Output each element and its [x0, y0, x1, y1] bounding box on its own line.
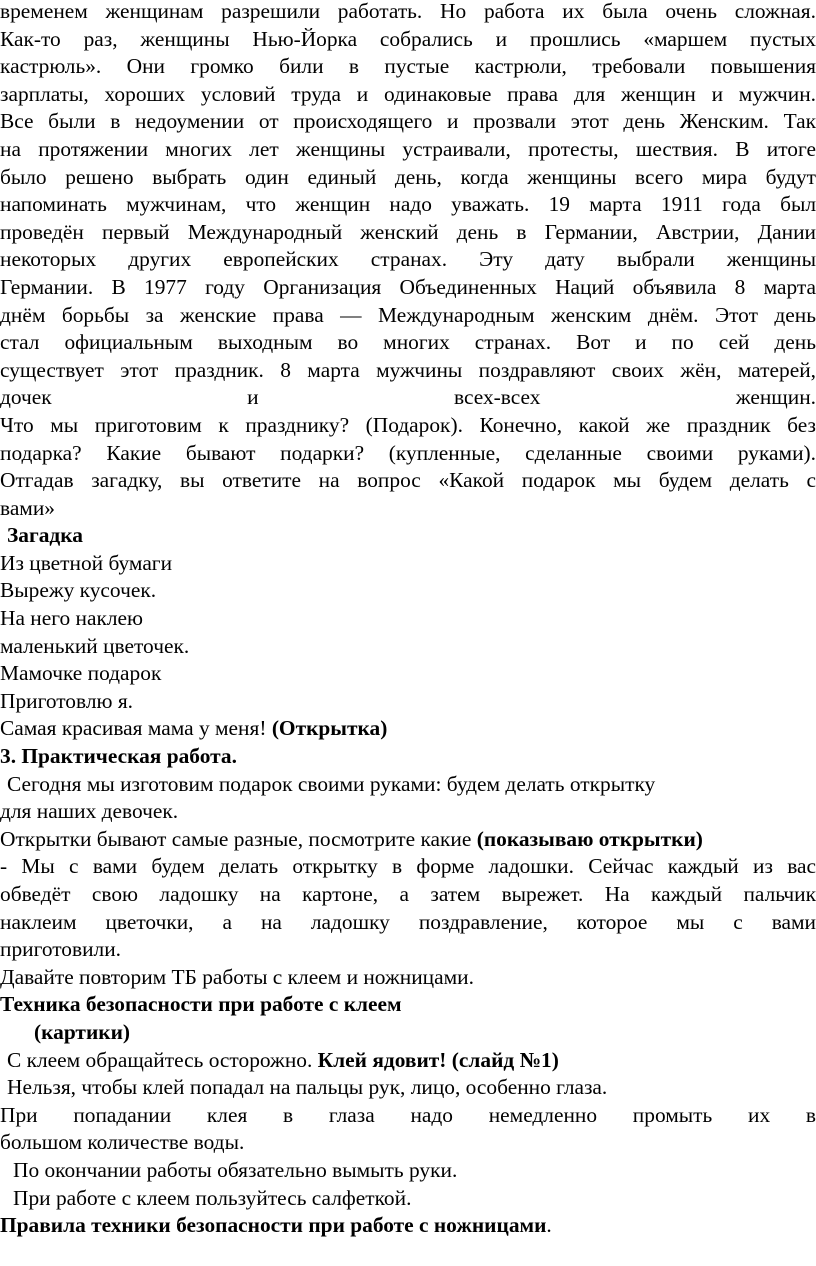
palm-line: наклеим цветочки, а на ладошку поздравление, которое мы с вами [0, 909, 816, 934]
history-line: кастрюль». Они громко били в пустые кастрюли, требовали повышения [0, 54, 816, 79]
riddle-line: Приготовлю я. [0, 688, 134, 713]
history-line: временем женщинам разрешили работать. Но работа их была очень сложная. [0, 0, 816, 23]
history-line: дочек и всех-всех женщин. [0, 385, 816, 410]
scissors-safety-heading: Правила техники безопасности при работе с ножницами. [0, 1213, 552, 1238]
glue-rule: С клеем обращайтесь осторожно. Клей ядовит! (слайд №1) [7, 1047, 559, 1072]
glue-rule: большом количестве воды. [0, 1130, 245, 1155]
question-line: Что мы приготовим к празднику? (Подарок). Конечно, какой же праздник без [0, 412, 816, 437]
history-line: было решено выбрать один единый день, когда женщины всего мира будут [0, 164, 816, 189]
history-line: существует этот праздник. 8 марта мужчины поздравляют своих жён, матерей, [0, 357, 816, 382]
section-heading: 3. Практическая работа. [0, 744, 237, 769]
history-line: Все были в недоумении от происходящего и прозвали этот день Женским. Так [0, 109, 816, 134]
glue-rule: При работе с клеем пользуйтесь салфеткой. [13, 1185, 412, 1210]
riddle-line: Вырежу кусочек. [0, 578, 157, 603]
question-line: подарка? Какие бывают подарки? (купленные, сделанные своими руками). [0, 440, 816, 465]
history-line: напоминать мужчинам, что женщин надо уважать. 19 марта 1911 года был [0, 192, 816, 217]
history-line: днём борьбы за женские права — Международным женским днём. Этот день [0, 302, 816, 327]
practical-intro: для наших девочек. [0, 799, 179, 824]
riddle-line: На него наклею [0, 606, 143, 631]
history-line: проведён первый Международный женский день в Германии, Австрии, Дании [0, 219, 816, 244]
palm-line: - Мы с вами будем делать открытку в форме ладошки. Сейчас каждый из вас [0, 854, 816, 879]
riddle-line: Из цветной бумаги [0, 550, 173, 575]
palm-line: приготовили. [0, 937, 122, 962]
history-line: стал официальным выходным во многих странах. Вот и по сей день [0, 330, 816, 355]
repeat-line: Давайте повторим ТБ работы с клеем и ножницами. [0, 964, 474, 989]
riddle-line: Мамочке подарок [0, 661, 162, 686]
history-line: Как-то раз, женщины Нью-Йорка собрались и прошлись «маршем пустых [0, 26, 816, 51]
question-line: вами» [0, 495, 55, 520]
history-line: зарплаты, хороших условий труда и одинаковые права для женщин и мужчин. [0, 81, 816, 106]
riddle-title: Загадка [7, 523, 83, 548]
practical-intro: Сегодня мы изготовим подарок своими руками: будем делать открытку [7, 771, 656, 796]
history-line: некоторых других европейских странах. Эту дату выбрали женщины [0, 247, 816, 272]
riddle-line: маленький цветочек. [0, 633, 190, 658]
glue-pictures-note: (картики) [34, 1019, 131, 1044]
history-line: Германии. В 1977 году Организация Объединенных Наций объявила 8 марта [0, 274, 816, 299]
glue-safety-heading: Техника безопасности при работе с клеем [0, 992, 402, 1017]
glue-rule: При попадании клея в глаза надо немедленно промыть их в [0, 1102, 816, 1127]
history-line: на протяжении многих лет женщины устраивали, протесты, шествия. В итоге [0, 136, 816, 161]
cards-line: Открытки бывают самые разные, посмотрите какие (показываю открытки) [0, 826, 703, 851]
question-line: Отгадав загадку, вы ответите на вопрос «Какой подарок мы будем делать с [0, 468, 816, 493]
riddle-answer-line: Самая красивая мама у меня! (Открытка) [0, 716, 388, 741]
glue-rule: По окончании работы обязательно вымыть руки. [13, 1157, 458, 1182]
glue-rule: Нельзя, чтобы клей попадал на пальцы рук, лицо, особенно глаза. [7, 1075, 608, 1100]
palm-line: обведёт свою ладошку на картоне, а затем вырежет. На каждый пальчик [0, 882, 816, 906]
